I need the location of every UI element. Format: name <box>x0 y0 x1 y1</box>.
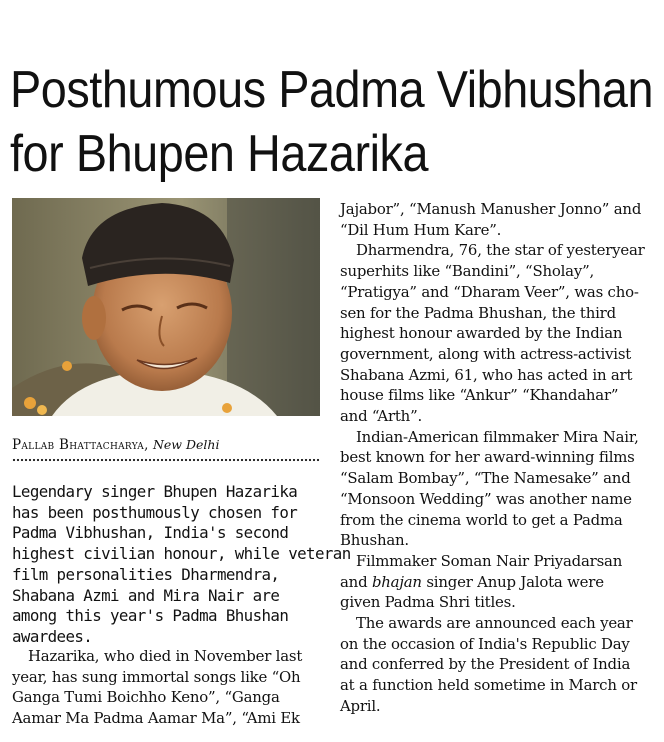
body-line: best known for her award-winning films <box>340 448 635 467</box>
lead-line: Shabana Azmi and Mira Nair are <box>12 585 280 605</box>
body-line: Aamar Ma Padma Aamar Ma”, “Ami Ek <box>12 709 300 728</box>
body-line: at a function held sometime in March or <box>340 676 637 695</box>
column-2-body <box>340 199 645 717</box>
portrait-photo <box>12 198 320 416</box>
lead-line: awardees. <box>12 626 93 646</box>
lead-paragraph <box>12 482 351 648</box>
body-line: house films like “Ankur” “Khandahar” <box>340 386 619 405</box>
lead-line: highest civilian honour, while veteran <box>12 544 351 564</box>
body-line: Ganga Tumi Boichho Keno”, “Ganga <box>12 688 280 707</box>
body-line: The awards are announced each year <box>356 614 633 633</box>
body-line: April. <box>340 696 381 715</box>
body-line <box>340 572 645 593</box>
lead-line: Padma Vibhushan, India's second <box>12 523 289 543</box>
body-line: Filmmaker Soman Nair Priyadarsan <box>356 551 623 570</box>
column-1-body <box>12 646 302 729</box>
body-text: singer Anup Jalota were <box>421 572 604 591</box>
dotted-divider <box>12 458 320 462</box>
body-italic-text: bhajan <box>371 572 422 591</box>
byline <box>12 437 332 453</box>
body-line: Hazarika, who died in November last <box>28 647 303 665</box>
byline-author: Pallab Bhattacharya, <box>12 437 149 453</box>
body-line: “Pratigya” and “Dharam Veer”, was cho- <box>340 282 639 301</box>
headline-line-1: Posthumous Padma Vibhushan <box>10 61 654 119</box>
body-line: on the occasion of India's Republic Day <box>340 634 630 653</box>
lead-line: Legendary singer Bhupen Hazarika <box>12 482 298 501</box>
body-line: year, has sung immortal songs like “Oh <box>12 667 301 686</box>
body-line: and “Arth”. <box>340 407 423 426</box>
body-line: Dharmendra, 76, the star of yesteryear <box>356 241 645 260</box>
headline <box>10 58 654 186</box>
body-line: “Salam Bombay”, “The Namesake” and <box>340 469 631 488</box>
portrait-photo-icon <box>12 198 320 416</box>
body-text: and <box>340 572 372 591</box>
body-line: given Padma Shri titles. <box>340 593 516 612</box>
body-line: Shabana Azmi, 61, who has acted in art <box>340 365 633 384</box>
body-line: government, along with actress-activist <box>340 344 632 363</box>
body-line: Indian-American filmmaker Mira Nair, <box>356 427 639 446</box>
body-line: Bhushan. <box>340 531 409 550</box>
byline-location: New Delhi <box>152 437 220 452</box>
lead-line: film personalities Dharmendra, <box>12 564 280 584</box>
body-line: “Monsoon Wedding” was another name <box>340 489 632 508</box>
body-line: highest honour awarded by the Indian <box>340 324 623 343</box>
body-line: and conferred by the President of India <box>340 655 631 674</box>
body-line: Jajabor”, “Manush Manusher Jonno” and <box>340 200 642 218</box>
body-line: from the cinema world to get a Padma <box>340 510 623 529</box>
body-line: “Dil Hum Hum Kare”. <box>340 220 502 239</box>
headline-line-2: for Bhupen Hazarika <box>10 125 429 183</box>
body-line: sen for the Padma Bhushan, the third <box>340 303 616 322</box>
lead-line: has been posthumously chosen for <box>12 502 298 522</box>
lead-line: among this year's Padma Bhushan <box>12 606 289 626</box>
body-line: superhits like “Bandini”, “Sholay”, <box>340 262 595 281</box>
